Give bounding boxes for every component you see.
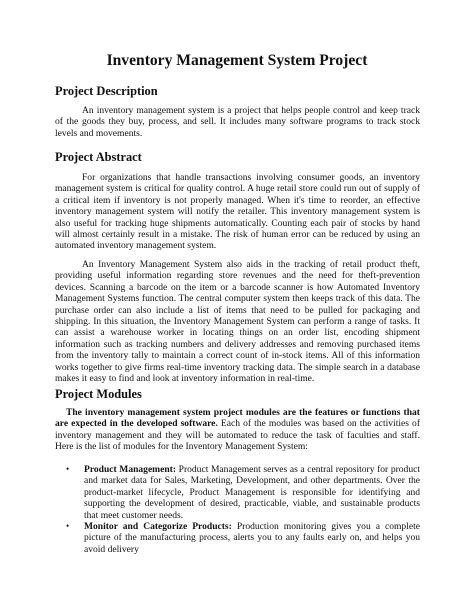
project-modules-intro <box>55 407 420 453</box>
list-item <box>55 521 420 555</box>
module-description: Product Management serves as a central repository for product and market data for Sales, Marketing, Development, and other departments. Over the product-market lifecycle, Product Management is responsible for identifying and supporting the development of desired, practicable, viable, and sustainable products that meet customer needs. <box>84 464 420 521</box>
project-abstract-paragraph-1: For organizations that handle transactions involving consumer goods, an inventory management system is critical for quality control. A huge retail store could run out of supply of a critical item if inventory is not properly managed. When it's time to reorder, an effective inventory management system will notify the retailer. This inventory management system is also useful for tracking huge shipments automatically. Counting each pair of stocks by hand will almost certainly result in a mistake. The risk of human error can be reduced by using an automated inventory management system. <box>55 172 420 252</box>
module-name: Product Management: <box>84 464 177 475</box>
list-item <box>55 464 420 521</box>
modules-list <box>55 464 420 555</box>
heading-project-abstract: Project Abstract <box>55 150 142 164</box>
module-description: Production monitoring gives you a complete picture of the manufacturing process, alerts you to any faults early on, and helps you avoid delivery <box>84 521 420 555</box>
project-modules-intro-bold: The inventory management system project modules are the features or functions that are expected in the developed software. <box>55 407 420 430</box>
project-modules-intro-rest: Each of the modules was based on the activities of inventory management and they will be automated to reduce the task of faculties and staff. Here is the list of modules for the Inventory Management System: <box>55 418 421 453</box>
document-title: Inventory Management System Project <box>106 52 368 69</box>
bullet-icon: • <box>66 464 70 474</box>
bullet-icon: • <box>66 521 70 532</box>
project-description-paragraph: An inventory management system is a project that helps people control and keep track of the goods they buy, process, and sell. It includes many software programs to track stock levels and movements. <box>55 105 420 139</box>
heading-project-description: Project Description <box>55 84 158 98</box>
module-name: Monitor and Categorize Products: <box>84 521 232 533</box>
project-abstract-paragraph-2: An Inventory Management System also aids in the tracking of retail product theft, providing useful information regarding store revenues and the need for theft-prevention devices. Scanning a barcode on the item or a barcode scanner is how Automated Inventory Management Systems function. The central computer system then keeps track of this data. The purchase order can also include a list of items that need to be pulled for packaging and shipping. In this situation, the Inventory Management System can perform a range of tasks. It can assist a warehouse worker in locating things on an order list, encoding shipment information such as tracking numbers and delivery addresses and removing purchased items from the inventory tally to maintain a correct count of in-stock items. All of this information works together to give firms real-time inventory tracking data. The simple search in a database makes it easy to find and look at inventory information in real-time. <box>55 259 420 385</box>
heading-project-modules: Project Modules <box>55 387 142 401</box>
